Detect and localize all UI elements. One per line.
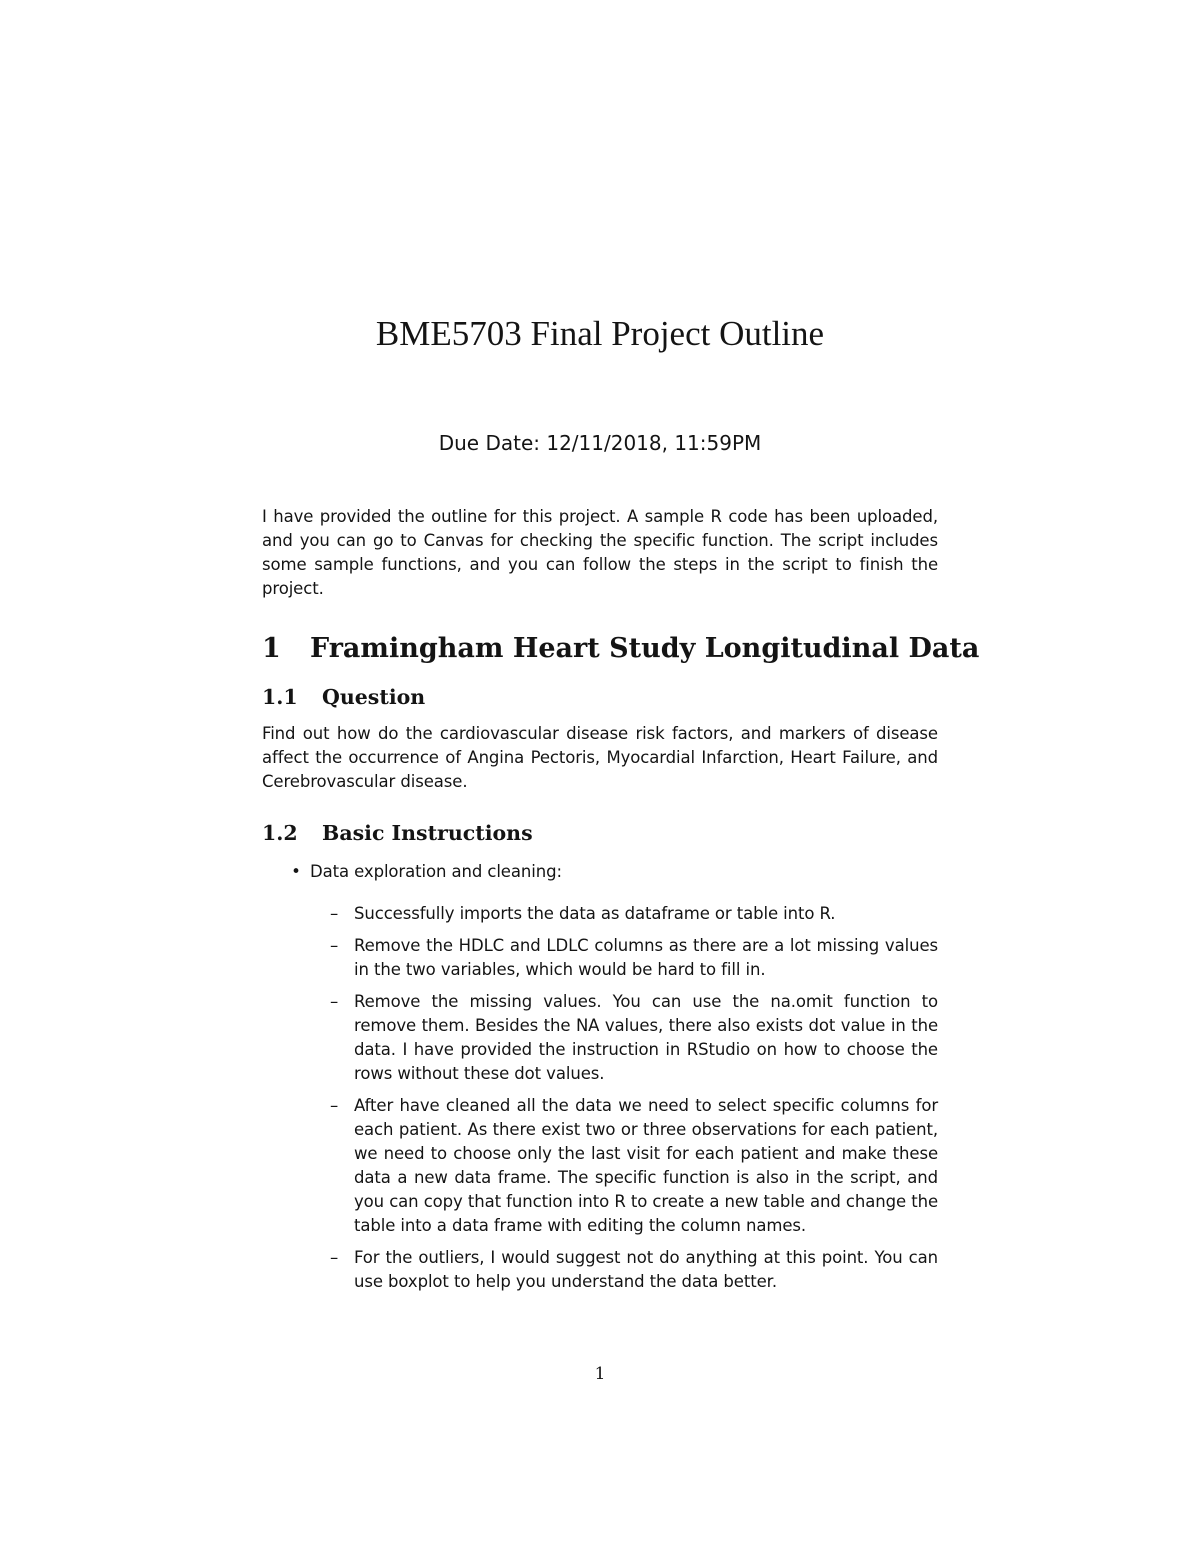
sub-list-item-text: Remove the missing values. You can use the na.omit function to remove them. Besides the NA values, there also exists dot value in the data. I have provided the instruction in RStudio on how to choose the rows without these dot values. bbox=[354, 992, 938, 1083]
sub-list-item-text: For the outliers, I would suggest not do anything at this point. You can use boxplot to help you understand the data better. bbox=[354, 1248, 938, 1291]
sub-list-item bbox=[330, 902, 938, 926]
bullet-label: Data exploration and cleaning: bbox=[310, 862, 562, 881]
section-number: 1 bbox=[262, 633, 281, 664]
dash-icon: – bbox=[330, 904, 339, 923]
due-date: Due Date: 12/11/2018, 11:59PM bbox=[438, 431, 762, 455]
page-title: BME5703 Final Project Outline bbox=[375, 314, 825, 353]
intro-paragraph: I have provided the outline for this project. A sample R code has been uploaded, and you can go to Canvas for checking the specific function. The script includes some sample functions, and you can follow the steps in the script to finish the project. bbox=[262, 507, 938, 598]
dash-icon: – bbox=[330, 1096, 339, 1115]
sub-list-item bbox=[330, 1246, 938, 1294]
section-title: Framingham Heart Study Longitudinal Data bbox=[310, 633, 980, 664]
sub-list-item-text: Successfully imports the data as dataframe or table into R. bbox=[354, 904, 836, 923]
subsection-title: Question bbox=[322, 685, 426, 709]
subsection-title: Basic Instructions bbox=[322, 821, 533, 845]
page-number: 1 bbox=[594, 1364, 606, 1384]
subsection-heading-question bbox=[262, 682, 425, 712]
sub-list-item-text: After have cleaned all the data we need to select specific columns for each patient. As there exist two or three observations for each patient, we need to choose only the last visit for each patient and make these data a new data frame. The specific function is also in the script, and you can copy that function into R to create a new table and change the table into a data frame with editing the column names. bbox=[354, 1096, 938, 1235]
question-paragraph: Find out how do the cardiovascular disease risk factors, and markers of disease affect the occurrence of Angina Pectoris, Myocardial Infarction, Heart Failure, and Cerebrovascular disease. bbox=[262, 724, 938, 791]
dash-icon: – bbox=[330, 936, 339, 955]
subsection-number: 1.1 bbox=[262, 685, 298, 709]
list-item bbox=[286, 860, 938, 884]
sub-list-item-text: Remove the HDLC and LDLC columns as there are a lot missing values in the two variables, which would be hard to fill in. bbox=[354, 936, 938, 979]
subsection-number: 1.2 bbox=[262, 821, 298, 845]
sub-list-item bbox=[330, 990, 938, 1086]
instructions-list bbox=[286, 860, 938, 1302]
section-heading bbox=[262, 630, 979, 668]
sub-list-item bbox=[330, 934, 938, 982]
bullet-icon: • bbox=[291, 862, 301, 881]
sub-list-item bbox=[330, 1094, 938, 1238]
subsection-heading-instructions bbox=[262, 818, 533, 848]
dash-icon: – bbox=[330, 1248, 339, 1267]
dash-icon: – bbox=[330, 992, 339, 1011]
sub-list bbox=[330, 902, 938, 1294]
